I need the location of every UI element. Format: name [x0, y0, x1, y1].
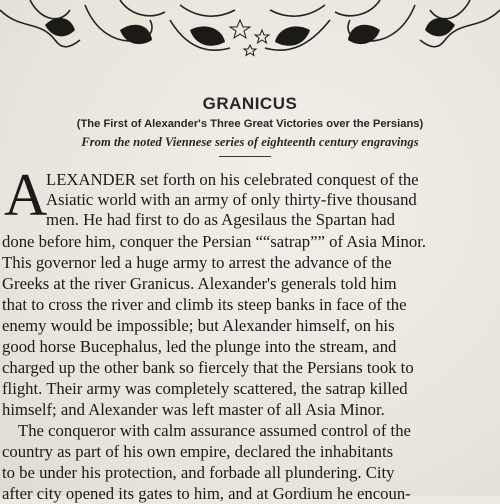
- text-line: The conqueror with calm assurance assumed control of the: [18, 421, 411, 440]
- text-line: enemy would be impossible; but Alexander himself, on his: [2, 316, 395, 335]
- text-line: country as part of his own empire, declared the inhabitants: [2, 442, 394, 461]
- text-line: to be under his protection, and forbade all plundering. City: [2, 463, 395, 482]
- divider-rule: [219, 156, 271, 157]
- text-line: that to cross the river and climb its steep banks in face of the: [2, 295, 407, 314]
- text-line: himself; and Alexander was left master of all Asia Minor.: [2, 400, 385, 419]
- text-line: charged up the other bank so fiercely that the Persians took to: [2, 358, 414, 377]
- text-line: LEXANDER set forth on his celebrated conquest of the: [46, 170, 419, 189]
- text-line: Asiatic world with an army of only thirty-five thousand: [46, 190, 417, 209]
- text-line: men. He had first to do as Agesilaus the Spartan had: [46, 210, 395, 229]
- drop-cap: A: [4, 162, 48, 228]
- text-line: after city opened its gates to him, and at Gordium he encoun-: [2, 484, 411, 503]
- text-line: This governor led a huge army to arrest the advance of the: [2, 253, 392, 272]
- text-line: flight. Their army was completely scattered, the satrap killed: [2, 379, 408, 398]
- decorative-header-ornament-icon: [0, 0, 500, 64]
- text-line: Greeks at the river Granicus. Alexander's generals told him: [2, 274, 397, 293]
- article-title: GRANICUS: [202, 94, 298, 113]
- text-line: done before him, conquer the Persian ““satrap”” of Asia Minor.: [2, 232, 426, 251]
- text-line: good horse Bucephalus, led the plunge into the stream, and: [2, 337, 397, 356]
- source-note: From the noted Viennese series of eighteenth century engravings: [81, 135, 419, 149]
- article-subtitle: (The First of Alexander's Three Great Victories over the Persians): [76, 118, 424, 130]
